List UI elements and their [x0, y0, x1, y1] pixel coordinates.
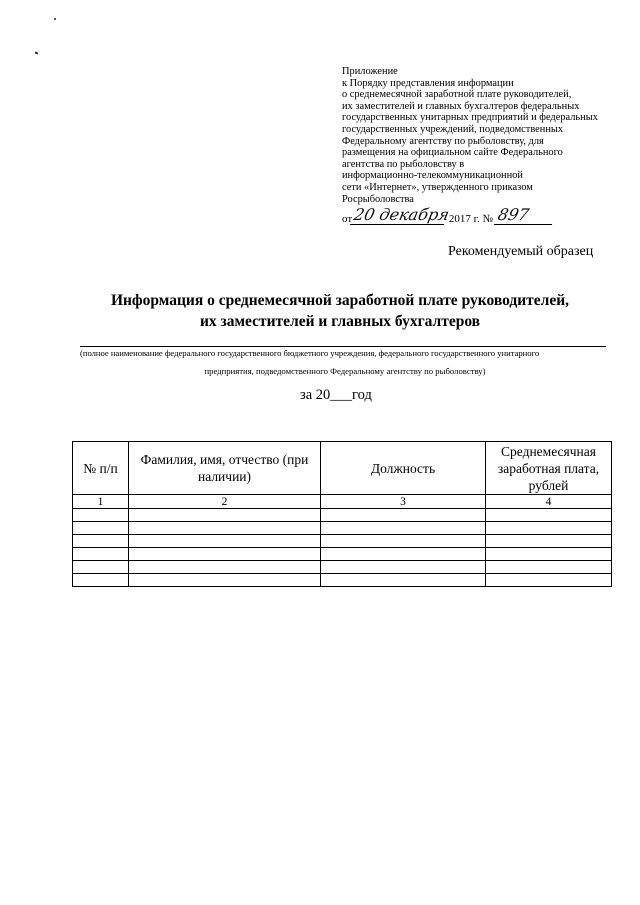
header-position: Должность [321, 442, 486, 495]
appendix-line: агентства по рыболовству в [342, 158, 465, 170]
handwritten-date: 20 декабря [350, 206, 448, 225]
document-title [60, 290, 620, 332]
table-row [73, 535, 612, 548]
table-row [73, 522, 612, 535]
header-number: № п/п [73, 442, 129, 495]
appendix-line: их заместителей и главных бухгалтеров федеральных [342, 100, 580, 112]
appendix-line: Росрыболовства [342, 193, 414, 205]
column-number: 2 [129, 495, 321, 509]
table-cell [321, 561, 486, 574]
table-row [73, 574, 612, 587]
table-cell [129, 509, 321, 522]
table-cell [129, 522, 321, 535]
table-row [73, 548, 612, 561]
table-header-row [73, 442, 612, 495]
table-cell [486, 574, 612, 587]
handwritten-order-number: 897 [494, 206, 556, 225]
appendix-line: о среднемесячной заработной плате руководителей, [342, 89, 572, 101]
scan-speck [54, 18, 56, 20]
organization-name-field-line [80, 346, 606, 347]
title-line-2: их заместителей и главных бухгалтеров [199, 313, 481, 330]
organization-caption-line-2: предприятия, подведомственного Федеральному агентству по рыболовству) [204, 366, 486, 376]
appendix-line: Федеральному агентству по рыболовству, для [342, 135, 544, 147]
recommended-sample-label: Рекомендуемый образец [448, 244, 594, 259]
table-cell [73, 535, 129, 548]
table-cell [129, 561, 321, 574]
table-cell [486, 561, 612, 574]
header-average-salary: Среднемесячная заработная плата, рублей [486, 442, 612, 495]
header-full-name: Фамилия, имя, отчество (при наличии) [129, 442, 321, 495]
order-year: 2017 г. № [448, 213, 493, 225]
table-cell [129, 535, 321, 548]
table-cell [486, 509, 612, 522]
appendix-line: государственных унитарных предприятий и федеральных [342, 112, 598, 124]
table-cell [321, 509, 486, 522]
report-year-line: за 20___год [300, 387, 372, 403]
column-number-row [73, 495, 612, 509]
table-cell [73, 574, 129, 587]
table-cell [73, 522, 129, 535]
appendix-line: размещения на официальном сайте Федерального [342, 147, 563, 159]
table-cell [321, 535, 486, 548]
appendix-line: сети «Интернет», утвержденного приказом [342, 181, 533, 193]
table-row [73, 561, 612, 574]
appendix-line: Приложение [342, 66, 398, 77]
column-number: 3 [321, 495, 486, 509]
table-cell [73, 561, 129, 574]
order-date-number [342, 206, 554, 228]
scan-speck [35, 51, 39, 54]
table-cell [321, 522, 486, 535]
table-row [73, 509, 612, 522]
table-cell [486, 522, 612, 535]
table-cell [129, 574, 321, 587]
column-number: 4 [486, 495, 612, 509]
column-number: 1 [73, 495, 129, 509]
table-cell [73, 509, 129, 522]
salary-table [72, 441, 612, 587]
appendix-header [342, 66, 612, 205]
table-cell [321, 574, 486, 587]
title-line-1: Информация о среднемесячной заработной плате руководителей, [110, 292, 570, 309]
organization-caption-line-1: (полное наименование федерального государственного бюджетного учреждения, федерального государственного унитарного [80, 348, 540, 358]
date-prefix: от [342, 213, 353, 225]
table-cell [129, 548, 321, 561]
table-cell [486, 535, 612, 548]
appendix-line: государственных учреждений, подведомственных [342, 123, 564, 135]
appendix-line: к Порядку представления информации [342, 77, 514, 89]
appendix-line: информационно-телекоммуникационной [342, 170, 523, 182]
table-cell [321, 548, 486, 561]
table-cell [486, 548, 612, 561]
table-cell [73, 548, 129, 561]
